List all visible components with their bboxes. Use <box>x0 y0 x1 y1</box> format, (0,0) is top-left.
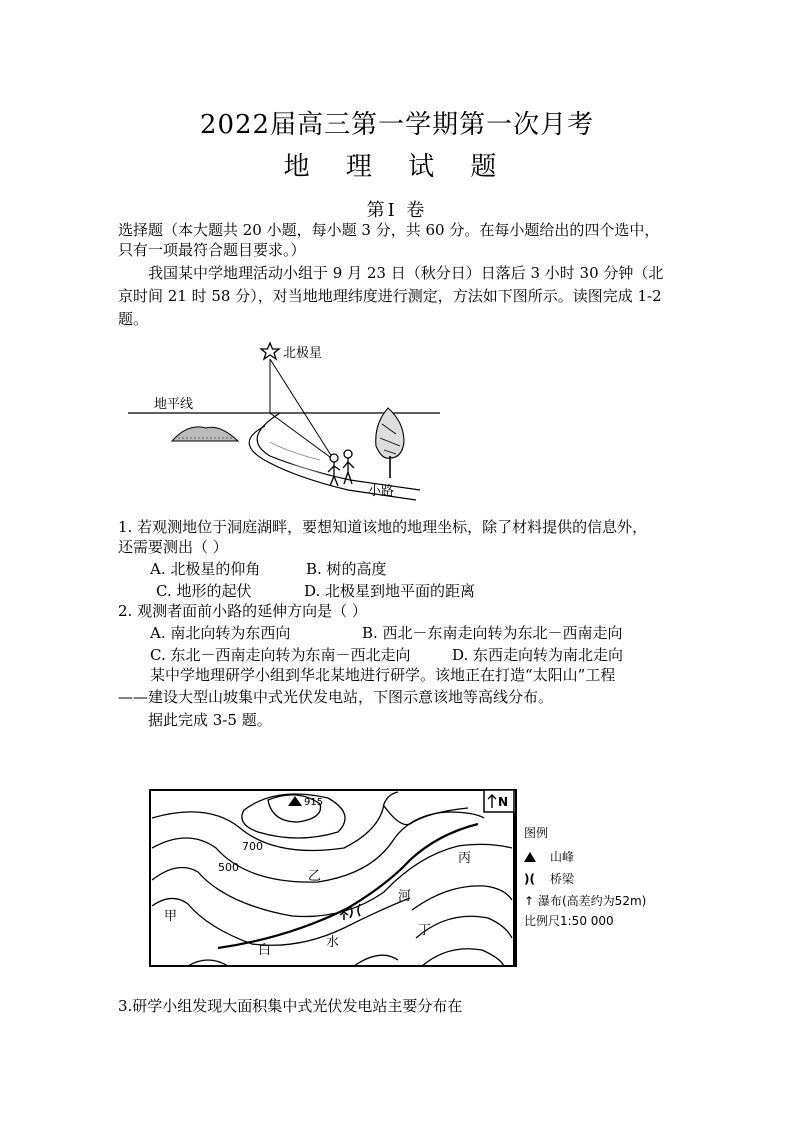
legend-peak-label: 山峰 <box>550 850 575 864</box>
star-label: 北极星 <box>283 346 323 361</box>
bridge-legend-icon: )( <box>524 872 535 886</box>
instructions-line-2: 只有一项最符合题目要求。） <box>118 241 306 259</box>
label-he: 河 <box>398 889 412 904</box>
legend-bridge-label: 桥梁 <box>550 872 575 886</box>
q1-stem-line-2: 还需要测出（ ） <box>118 538 228 556</box>
q1-option-c: C. 地形的起伏 <box>156 582 252 600</box>
section-title: 第Ⅰ 卷 <box>366 200 428 221</box>
q2-option-a: A. 南北向转为东西向 <box>150 624 291 642</box>
legend-peak-row <box>524 849 646 871</box>
map-legend <box>524 825 646 931</box>
label-shui: 水 <box>326 935 340 950</box>
q2-option-d: D. 东西走向转为南北走向 <box>452 646 624 664</box>
label-jia: 甲 <box>164 909 178 924</box>
legend-scale: 比例尺1:50 000 <box>524 914 614 928</box>
passage1-line-3: 题。 <box>118 310 149 328</box>
passage1-line-2: 京时间 21 时 58 分），对当地地理纬度进行测定，方法如下图所示。读图完成 1-2 <box>118 287 662 305</box>
q1-option-b: B. 树的高度 <box>306 560 387 578</box>
q2-option-b: B. 西北－东南走向转为东北－西南走向 <box>362 624 623 642</box>
label-yi: 乙 <box>308 869 322 884</box>
q2-stem: 2. 观测者面前小路的延伸方向是（ ） <box>118 602 367 620</box>
peak-legend-icon <box>524 852 536 862</box>
horizon-label: 地平线 <box>154 397 194 412</box>
legend-bridge-row <box>524 871 646 893</box>
peak-elevation: 915 <box>304 797 324 808</box>
subject-title: 地 理 试 题 <box>283 152 511 182</box>
passage2-line-3: 据此完成 3-5 题。 <box>148 711 272 729</box>
contour-map-figure <box>148 788 518 970</box>
q1-option-a: A. 北极星的仰角 <box>150 560 261 578</box>
polaris-observation-figure <box>120 338 460 503</box>
passage1-line-1: 我国某中学地理活动小组于 9 月 23 日（秋分日）日落后 3 小时 30 分钟（北 <box>148 264 664 282</box>
label-bai: 白 <box>258 943 272 958</box>
path-label: 小路 <box>368 484 395 499</box>
legend-title-text: 图例 <box>524 826 549 840</box>
star-icon <box>261 343 279 359</box>
instructions-line-1: 选择题（本大题共 20 小题，每小题 3 分，共 60 分。在每小题给出的四个选中， <box>118 221 660 239</box>
passage2-line-2: ——建设大型山坡集中式光伏发电站，下图示意该地等高线分布。 <box>118 688 554 706</box>
contour-500-label: 500 <box>218 861 239 874</box>
passage2-line-1: 某中学地理研学小组到华北某地进行研学。该地正在打造“太阳山”工程 <box>150 666 616 684</box>
exam-title: 2022届高三第一学期第一次月考 <box>199 110 595 140</box>
label-bing: 丙 <box>458 851 472 866</box>
contour-700-label: 700 <box>242 840 263 853</box>
legend-fall-row <box>524 893 646 913</box>
q1-option-d: D. 北极星到地平面的距离 <box>304 582 476 600</box>
q3-stem: 3.研学小组发现大面积集中式光伏发电站主要分布在 <box>118 997 463 1015</box>
waterfall-legend-icon: ↑ <box>524 894 535 908</box>
q2-option-c: C. 东北－西南走向转为东南－西北走向 <box>150 646 411 664</box>
label-ding: 丁 <box>418 923 432 938</box>
legend-fall-label: 瀑布(高差约为52m) <box>538 894 647 908</box>
north-label: N <box>498 795 509 809</box>
q1-stem-line-1: 1. 若观测地位于洞庭湖畔，要想知道该地的地理坐标，除了材料提供的信息外， <box>118 518 648 536</box>
